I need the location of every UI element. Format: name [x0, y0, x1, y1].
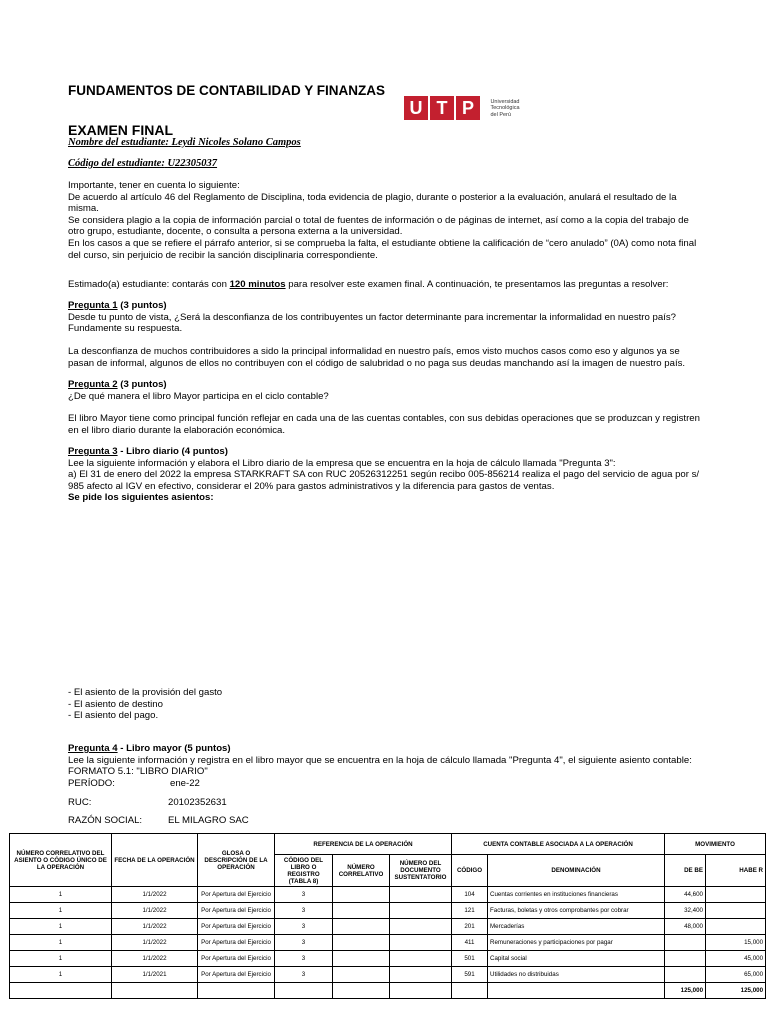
student-code-line — [68, 158, 217, 169]
cell-fecha: 1/1/2022 — [112, 935, 198, 951]
intro-after: para resolver este examen final. A continuación, te presentamos las preguntas a resolver: — [285, 279, 669, 290]
cell-fecha: 1/1/2022 — [112, 903, 198, 919]
ruc-value: 20102352631 — [168, 797, 227, 808]
cell-numero-documento — [390, 967, 452, 983]
q1-title: Pregunta 1 — [68, 300, 118, 311]
q3-title: Pregunta 3 — [68, 446, 118, 457]
table-row — [10, 935, 766, 951]
q3-text-1: Lee la siguiente información y elabora el Libro diario de la empresa que se encuentra en la hoja de cálculo llamada "Pregunta 3": — [68, 457, 616, 469]
q4-format: FORMATO 5.1: "LIBRO DIARIO" — [68, 766, 208, 778]
student-code: U22305037 — [167, 158, 218, 169]
cell-numero-correlativo — [333, 903, 390, 919]
exam-title: EXAMEN FINAL — [68, 122, 173, 138]
cell-fecha: 1/1/2022 — [112, 951, 198, 967]
q3-text-2: a) El 31 de enero del 2022 la empresa STARKRAFT SA con RUC 20526312251 según recibo 005-856214 realiza el pago del servicio de agua por s/ 985 afecto al IGV en efectivo, considerar el 20% para gastos administrativos y la diferencia para gastos de ventas. — [68, 469, 700, 492]
cell-debe — [665, 951, 706, 967]
q1-answer: La desconfianza de muchos contribuidores a sido la principal informalidad en nuestro país, emos visto muchos casos como eso y algunos ya se pasan de informal, algunos de ellos no contribuyen con el código de salubridad o no paga sus deudas manchando así la imagen de nuestro país. — [68, 346, 686, 369]
cell-denominacion: Capital social — [488, 951, 665, 967]
logo-line-3: del Perú — [490, 111, 511, 118]
cell-codigo: 411 — [452, 935, 488, 951]
cell-debe: 48,000 — [665, 919, 706, 935]
question-4 — [68, 743, 704, 778]
cell-haber: 15,000 — [706, 935, 766, 951]
cell-glosa: Por Apertura del Ejercicio — [198, 887, 275, 903]
cell-denominacion: Facturas, boletas y otros comprobantes por cobrar — [488, 903, 665, 919]
cell-glosa: Por Apertura del Ejercicio — [198, 935, 275, 951]
cell-codigo-libro: 3 — [275, 903, 333, 919]
question-1 — [68, 300, 704, 335]
logo-letter-t: T — [430, 96, 454, 120]
header-numero-correlativo: NÚMERO CORRELATIVO — [333, 855, 390, 887]
cell-numero: 1 — [10, 935, 112, 951]
q4-text-1: Lee la siguiente información y registra en el libro mayor que se encuentra en la hoja de cálculo llamada "Pregunta 4", el siguiente asiento contable: — [68, 754, 692, 766]
cell-fecha: 1/1/2022 — [112, 887, 198, 903]
cell-glosa: Por Apertura del Ejercicio — [198, 951, 275, 967]
libro-diario-table — [9, 833, 766, 999]
period-label: PERÍODO: — [68, 778, 115, 789]
header-numero: NÚMERO CORRELATIVO DEL ASIENTO O CÓDIGO ÚNICO DE LA OPERACIÓN — [10, 834, 112, 887]
cell-numero: 1 — [10, 951, 112, 967]
q2-points: (3 puntos) — [117, 379, 167, 390]
notice-paragraph-3: En los casos a que se refiere el párrafo anterior, si se comprueba la falta, el estudiante obtiene la calificación de “cero anulado” (0A) como nota final del curso, sin perjuicio de recibir la sanción disciplinaria correspondiente. — [68, 237, 697, 261]
cell-codigo-libro: 3 — [275, 935, 333, 951]
cell-haber: 45,000 — [706, 951, 766, 967]
cell-codigo-libro: 3 — [275, 951, 333, 967]
cell-haber — [706, 919, 766, 935]
header-numero-documento: NÚMERO DEL DOCUMENTO SUSTENTATORIO — [390, 855, 452, 887]
cell-numero-documento — [390, 903, 452, 919]
table-row — [10, 887, 766, 903]
cell-debe: 44,600 — [665, 887, 706, 903]
intro-time: 120 minutos — [229, 279, 286, 290]
cell-fecha: 1/1/2022 — [112, 919, 198, 935]
cell-numero-correlativo — [333, 951, 390, 967]
notice — [68, 180, 704, 261]
cell-debe — [665, 935, 706, 951]
cell-denominacion: Remuneraciones y participaciones por pagar — [488, 935, 665, 951]
header-codigo-libro: CÓDIGO DEL LIBRO O REGISTRO (TABLA 8) — [275, 855, 333, 887]
header-movimiento: MOVIMIENTO — [665, 834, 766, 855]
cell-haber: 65,000 — [706, 967, 766, 983]
cell-numero-documento — [390, 887, 452, 903]
total-debe: 125,000 — [665, 983, 706, 999]
header-debe: DE BE — [665, 855, 706, 887]
cell-numero-correlativo — [333, 887, 390, 903]
cell-codigo: 104 — [452, 887, 488, 903]
q4-title: Pregunta 4 — [68, 743, 118, 754]
question-2 — [68, 379, 704, 402]
header-haber: HABE R — [706, 855, 766, 887]
student-name: Leydi Nicoles Solano Campos — [171, 137, 301, 148]
student-name-line — [68, 137, 301, 148]
student-name-label: Nombre del estudiante: — [68, 137, 169, 148]
cell-numero: 1 — [10, 967, 112, 983]
logo-line-2: Tecnológica — [490, 105, 520, 112]
cell-numero-correlativo — [333, 967, 390, 983]
cell-numero-documento — [390, 919, 452, 935]
student-code-label: Código del estudiante: — [68, 158, 165, 169]
cell-numero-documento — [390, 935, 452, 951]
cell-codigo: 591 — [452, 967, 488, 983]
logo-line-1: Universidad — [490, 99, 520, 105]
table-row — [10, 967, 766, 983]
cell-codigo-libro: 3 — [275, 967, 333, 983]
table-row — [10, 903, 766, 919]
course-title: FUNDAMENTOS DE CONTABILIDAD Y FINANZAS — [68, 83, 386, 98]
table-row — [10, 951, 766, 967]
cell-debe — [665, 967, 706, 983]
cell-denominacion: Cuentas corrientes en instituciones financieras — [488, 887, 665, 903]
cell-fecha: 1/1/2021 — [112, 967, 198, 983]
header-fecha: FECHA DE LA OPERACIÓN — [112, 834, 198, 887]
cell-haber — [706, 887, 766, 903]
cell-debe: 32,400 — [665, 903, 706, 919]
cell-glosa: Por Apertura del Ejercicio — [198, 967, 275, 983]
q1-text: Desde tu punto de vista, ¿Será la desconfianza de los contribuyentes un factor determinante para incrementar la informalidad en nuestro país? Fundamente su respuesta. — [68, 311, 676, 335]
period-value: ene-22 — [170, 778, 200, 789]
header-codigo: CÓDIGO — [452, 855, 488, 887]
q3-subtitle: - Libro diario (4 puntos) — [117, 446, 228, 457]
utp-logo — [404, 96, 520, 120]
notice-paragraph-2: Se considera plagio a la copia de información parcial o total de fuentes de información o de páginas de internet, así como a la copia del trabajo de otro grupo, estudiante, docente, o consulta a persona externa a la universidad. — [68, 214, 689, 238]
cell-numero: 1 — [10, 919, 112, 935]
q1-points: (3 puntos) — [117, 300, 167, 311]
q3-item-1: - El asiento de la provisión del gasto — [68, 687, 223, 698]
cell-glosa: Por Apertura del Ejercicio — [198, 919, 275, 935]
total-haber: 125,000 — [706, 983, 766, 999]
q2-title: Pregunta 2 — [68, 379, 118, 390]
cell-numero: 1 — [10, 887, 112, 903]
logo-letter-p: P — [456, 96, 480, 120]
q3-item-3: - El asiento del pago. — [68, 710, 159, 722]
intro-before: Estimado(a) estudiante: contarás con — [68, 279, 230, 290]
razon-social-label: RAZÓN SOCIAL: — [68, 815, 143, 826]
q2-text: ¿De qué manera el libro Mayor participa en el ciclo contable? — [68, 390, 329, 402]
q2-answer: El libro Mayor tiene como principal función reflejar en cada una de las cuentas contables, con sus debidas operaciones que se produzcan y registren en el libro diario durante la elaboración económica. — [68, 413, 700, 436]
cell-numero-correlativo — [333, 935, 390, 951]
cell-codigo: 121 — [452, 903, 488, 919]
intro — [68, 279, 704, 291]
cell-codigo: 501 — [452, 951, 488, 967]
cell-numero-correlativo — [333, 919, 390, 935]
cell-glosa: Por Apertura del Ejercicio — [198, 903, 275, 919]
header-denominacion: DENOMINACIÓN — [488, 855, 665, 887]
header-cuenta: CUENTA CONTABLE ASOCIADA A LA OPERACIÓN — [452, 834, 665, 855]
question-3 — [68, 446, 704, 504]
cell-denominacion: Mercaderías — [488, 919, 665, 935]
cell-numero-documento — [390, 951, 452, 967]
razon-social-value: EL MILAGRO SAC — [168, 815, 249, 826]
logo-letter-u: U — [404, 96, 428, 120]
cell-numero: 1 — [10, 903, 112, 919]
table-row — [10, 919, 766, 935]
q4-subtitle: - Libro mayor (5 puntos) — [117, 743, 231, 754]
notice-title: Importante, tener en cuenta lo siguiente: — [68, 180, 240, 191]
cell-codigo-libro: 3 — [275, 919, 333, 935]
q3-items — [68, 687, 704, 722]
cell-codigo: 201 — [452, 919, 488, 935]
q3-item-2: - El asiento de destino — [68, 698, 163, 710]
cell-denominacion: Utilidades no distribuidas — [488, 967, 665, 983]
ruc-label: RUC: — [68, 797, 92, 808]
cell-haber — [706, 903, 766, 919]
header-glosa: GLOSA O DESCRIPCIÓN DE LA OPERACIÓN — [198, 834, 275, 887]
logo-text — [490, 99, 519, 118]
header-referencia: REFERENCIA DE LA OPERACIÓN — [275, 834, 452, 855]
cell-codigo-libro: 3 — [275, 887, 333, 903]
q3-request: Se pide los siguientes asientos: — [68, 492, 214, 504]
notice-paragraph-1: De acuerdo al artículo 46 del Reglamento de Disciplina, toda evidencia de plagio, durante o posterior a la evaluación, anulará el resultado de la misma. — [68, 191, 677, 215]
